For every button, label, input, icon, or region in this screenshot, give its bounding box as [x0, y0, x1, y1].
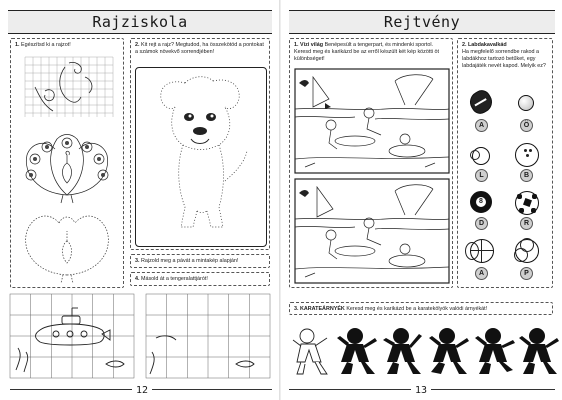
- billiard-ball-icon: [470, 191, 492, 213]
- volleyball-icon: [515, 239, 539, 263]
- labdakavalkad-label: 2. Labdakavalkád Ha megfelelő sorrendbe rakod a labdákhoz tartozó betűket, egy labdajáték nevét kapod. Melyik ez?: [462, 42, 546, 69]
- letter-badge: D: [475, 217, 488, 230]
- shadow-silhouette-4: [475, 326, 515, 376]
- rugby-ball-icon: [466, 87, 496, 117]
- left-page-title: Rajziskola: [8, 10, 272, 34]
- labdakavalkad-box: [457, 38, 553, 288]
- bowling-ball-icon: [515, 143, 539, 167]
- task3-box: [130, 254, 270, 268]
- task1-box: [10, 38, 124, 288]
- dot-to-dot-dog: [141, 71, 261, 241]
- billiard-number: 8: [476, 197, 486, 207]
- right-page: [281, 0, 562, 400]
- task4-box: [130, 272, 270, 286]
- vizi-vilag-label: 1. Vízi világ Benépesült a tengerpart, és mindenki sportol. Keresd meg és karikázd be az erről készült két kép közötti öt különbséget!: [294, 42, 440, 62]
- task1-label: 1. Egészítsd ki a rajzot!: [15, 42, 71, 48]
- karatearnyek-box: [289, 302, 553, 315]
- task4-label: 4. Másold át a tengeralattjárót!: [135, 276, 208, 282]
- shadow-silhouette-5: [519, 326, 559, 376]
- left-page-number: 12: [132, 385, 152, 396]
- peacock-drawing: [17, 133, 117, 205]
- letter-badge: R: [520, 217, 533, 230]
- vizi-vilag-box: [289, 38, 453, 288]
- letter-badge: A: [475, 119, 488, 132]
- tennis-ball-icon: [472, 147, 490, 165]
- task2-label: 2. Kit rejt a rajz? Megtudod, ha összekötöd a pontokat a számok növekvő sorrendjében!: [135, 42, 264, 55]
- dotted-peacock-drawing: [17, 207, 117, 285]
- letter-badge: B: [520, 169, 533, 182]
- shadow-silhouette-1: [337, 326, 377, 376]
- letter-badge: A: [475, 267, 488, 280]
- basketball-icon: [470, 239, 494, 263]
- karatearnyek-label: 3. KARATEÁRNYÉK Keresd meg és karikázd be a karatekölyök valódi árnyékát!: [294, 306, 488, 312]
- shadow-silhouette-3: [429, 326, 469, 376]
- task3-label: 3. Rajzold meg a pávát a mintakép alapján!: [135, 258, 239, 264]
- task2-box: [130, 38, 270, 250]
- golf-ball-icon: [518, 95, 534, 111]
- shadow-silhouette-2: [383, 326, 423, 376]
- karate-kid-outline: [291, 326, 331, 376]
- right-page-number: 13: [411, 385, 431, 396]
- letter-badge: L: [475, 169, 488, 182]
- right-page-title: Rejtvény: [289, 10, 555, 34]
- letter-badge: Ö: [520, 119, 533, 132]
- submarine-copy-grid: [10, 294, 272, 382]
- letter-badge: P: [520, 267, 533, 280]
- peacock-grid-drawing: [25, 57, 115, 117]
- beach-picture-1: [295, 69, 449, 173]
- soccer-ball-icon: [515, 191, 539, 215]
- beach-picture-2: [295, 179, 449, 283]
